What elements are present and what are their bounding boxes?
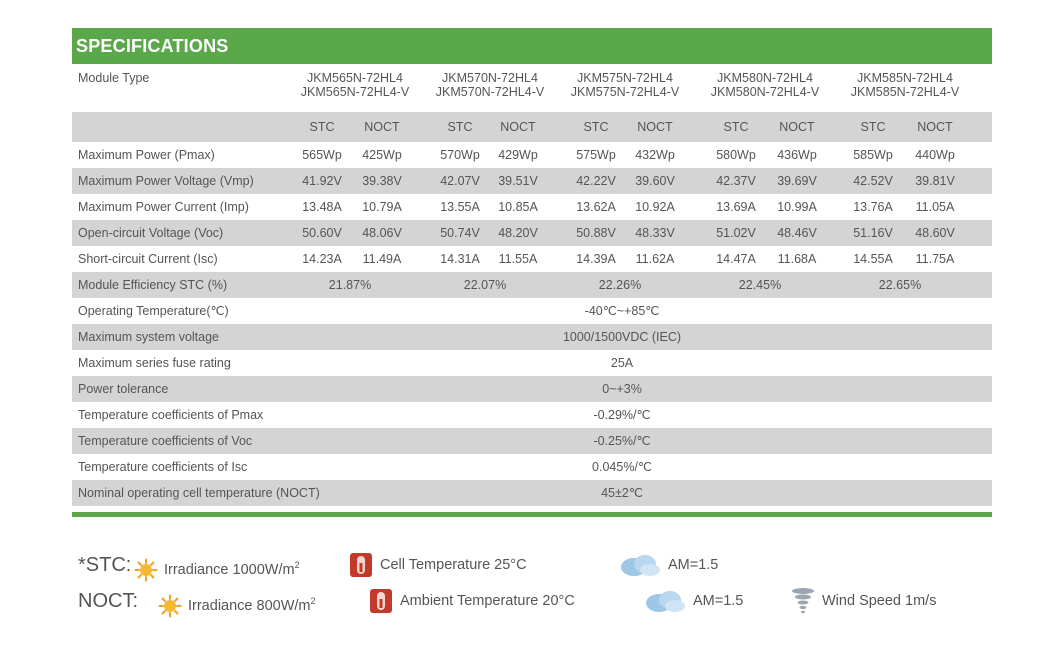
model-name — [285, 71, 425, 99]
legend-noct-wind: Wind Speed 1m/s — [790, 586, 936, 616]
legend-stc-am: AM=1.5 — [618, 550, 718, 580]
spec-value: 565Wp — [302, 148, 342, 162]
common-spec-row — [72, 454, 992, 480]
spec-row — [72, 142, 992, 168]
spec-value: 14.31A — [440, 252, 480, 266]
row-label: Maximum system voltage — [78, 330, 220, 344]
spec-value: 14.55A — [853, 252, 893, 266]
conditions-legend — [78, 548, 978, 618]
model-line2: JKM585N-72HL4-V — [850, 85, 960, 99]
common-spec-row — [72, 350, 992, 376]
row-label: Maximum Power Current (Imp) — [78, 200, 249, 214]
legend-stc-row — [78, 550, 978, 580]
row-label: Open-circuit Voltage (Voc) — [78, 226, 224, 240]
spec-value: 10.99A — [777, 200, 817, 214]
model-name — [420, 71, 560, 99]
spec-value: 48.60V — [915, 226, 955, 240]
spec-row — [72, 168, 992, 194]
model-name — [695, 71, 835, 99]
spec-value: 14.47A — [716, 252, 756, 266]
sun-icon — [158, 598, 188, 614]
spec-value: 42.22V — [576, 174, 616, 188]
bottom-divider — [72, 512, 992, 517]
header-noct: NOCT — [637, 120, 673, 134]
spec-value: 39.60V — [635, 174, 675, 188]
common-spec-row — [72, 480, 992, 506]
common-spec-row — [72, 298, 992, 324]
spec-value: 425Wp — [362, 148, 402, 162]
thermometer-icon — [368, 593, 400, 609]
row-label: Module Type — [78, 71, 150, 85]
row-label: Maximum Power Voltage (Vmp) — [78, 174, 254, 188]
legend-noct-ambient-temp: Ambient Temperature 20°C — [368, 586, 575, 616]
spec-value: 10.85A — [498, 200, 538, 214]
spec-value: 11.05A — [915, 200, 955, 214]
legend-stc-key: *STC: — [78, 554, 132, 576]
header-stc: STC — [860, 120, 886, 134]
header-stc: STC — [447, 120, 473, 134]
spec-value: 13.48A — [302, 200, 342, 214]
spec-value: 10.92A — [635, 200, 675, 214]
row-label: Short-circuit Current (Isc) — [78, 252, 218, 266]
efficiency-value: 22.26% — [598, 278, 642, 292]
header-stc: STC — [723, 120, 749, 134]
spec-row — [72, 246, 992, 272]
spec-value: 42.37V — [716, 174, 756, 188]
row-label: Temperature coefficients of Isc — [78, 460, 248, 474]
model-line1: JKM575N-72HL4 — [577, 71, 673, 85]
spec-value: 51.16V — [853, 226, 893, 240]
spec-value: 48.20V — [498, 226, 538, 240]
spec-value: 41.92V — [302, 174, 342, 188]
header-noct: NOCT — [917, 120, 953, 134]
specifications-table — [72, 28, 992, 517]
model-name — [835, 71, 975, 99]
spec-value: 51.02V — [716, 226, 756, 240]
module-type-row — [72, 64, 992, 112]
model-line1: JKM570N-72HL4 — [442, 71, 538, 85]
thermometer-icon — [348, 557, 380, 573]
spec-value: 39.81V — [915, 174, 955, 188]
common-spec-value: 45±2℃ — [601, 486, 643, 500]
sun-icon — [134, 562, 164, 578]
row-label: Temperature coefficients of Pmax — [78, 408, 264, 422]
common-spec-value: 25A — [610, 356, 634, 370]
legend-noct-am: AM=1.5 — [643, 586, 743, 616]
legend-stc-cell-temp: Cell Temperature 25°C — [348, 550, 527, 580]
common-spec-row — [72, 402, 992, 428]
common-spec-value: -0.29%/℃ — [593, 408, 651, 422]
spec-value: 48.46V — [777, 226, 817, 240]
spec-value: 48.33V — [635, 226, 675, 240]
spec-value: 50.74V — [440, 226, 480, 240]
spec-value: 13.62A — [576, 200, 616, 214]
spec-value: 42.52V — [853, 174, 893, 188]
common-spec-value: -40℃~+85℃ — [584, 304, 660, 318]
common-spec-row — [72, 428, 992, 454]
header-stc: STC — [309, 120, 335, 134]
legend-noct-irradiance: Irradiance $800W/m^2$ — [158, 586, 316, 616]
spec-value: 39.38V — [362, 174, 402, 188]
section-title: SPECIFICATIONS — [72, 28, 992, 64]
efficiency-value: 22.65% — [878, 278, 922, 292]
efficiency-row — [72, 272, 992, 298]
efficiency-value: 22.07% — [463, 278, 507, 292]
header-noct: NOCT — [364, 120, 400, 134]
spec-value: 48.06V — [362, 226, 402, 240]
common-spec-value: -0.25%/℃ — [593, 434, 651, 448]
spec-value: 14.39A — [576, 252, 616, 266]
tornado-icon — [790, 593, 822, 609]
cloud-icon — [618, 557, 668, 573]
spec-value: 13.69A — [716, 200, 756, 214]
model-line1: JKM580N-72HL4 — [717, 71, 813, 85]
spec-value: 429Wp — [498, 148, 538, 162]
spec-value: 13.55A — [440, 200, 480, 214]
spec-value: 13.76A — [853, 200, 893, 214]
spec-value: 440Wp — [915, 148, 955, 162]
model-line2: JKM570N-72HL4-V — [435, 85, 545, 99]
row-label: Maximum Power (Pmax) — [78, 148, 215, 162]
legend-stc-irradiance: Irradiance $1000W/m^2$ — [134, 550, 300, 580]
spec-value: 432Wp — [635, 148, 675, 162]
model-line2: JKM565N-72HL4-V — [300, 85, 410, 99]
spec-row — [72, 220, 992, 246]
model-name — [555, 71, 695, 99]
spec-value: 14.23A — [302, 252, 342, 266]
header-noct: NOCT — [500, 120, 536, 134]
model-line2: JKM580N-72HL4-V — [710, 85, 820, 99]
common-spec-value: 1000/1500VDC (IEC) — [562, 330, 682, 344]
spec-value: 11.55A — [498, 252, 538, 266]
spec-value: 10.79A — [362, 200, 402, 214]
header-noct: NOCT — [779, 120, 815, 134]
row-label: Module Efficiency STC (%) — [78, 278, 228, 292]
spec-value: 50.88V — [576, 226, 616, 240]
common-spec-value: 0~+3% — [602, 382, 642, 396]
spec-value: 42.07V — [440, 174, 480, 188]
efficiency-value: 21.87% — [328, 278, 372, 292]
row-label: Power tolerance — [78, 382, 169, 396]
spec-value: 585Wp — [853, 148, 893, 162]
spec-value: 39.51V — [498, 174, 538, 188]
common-spec-row — [72, 376, 992, 402]
row-label: Nominal operating cell temperature (NOCT) — [78, 486, 320, 500]
spec-value: 575Wp — [576, 148, 616, 162]
spec-value: 50.60V — [302, 226, 342, 240]
efficiency-value: 22.45% — [738, 278, 782, 292]
model-line1: JKM585N-72HL4 — [857, 71, 953, 85]
spec-value: 11.62A — [635, 252, 675, 266]
model-line1: JKM565N-72HL4 — [307, 71, 403, 85]
cloud-icon — [643, 593, 693, 609]
row-label: Temperature coefficients of Voc — [78, 434, 253, 448]
spec-value: 11.75A — [915, 252, 955, 266]
stc-noct-header-row — [72, 112, 992, 142]
spec-value: 570Wp — [440, 148, 480, 162]
legend-noct-row — [78, 586, 978, 616]
common-spec-value: 0.045%/℃ — [592, 460, 652, 474]
spec-value: 580Wp — [716, 148, 756, 162]
row-label: Operating Temperature(℃) — [78, 304, 229, 318]
common-spec-row — [72, 324, 992, 350]
legend-noct-key: NOCT: — [78, 590, 138, 612]
spec-value: 436Wp — [777, 148, 817, 162]
model-line2: JKM575N-72HL4-V — [570, 85, 680, 99]
spec-row — [72, 194, 992, 220]
spec-value: 11.49A — [362, 252, 402, 266]
spec-value: 39.69V — [777, 174, 817, 188]
row-label: Maximum series fuse rating — [78, 356, 231, 370]
header-stc: STC — [583, 120, 609, 134]
spec-value: 11.68A — [777, 252, 817, 266]
